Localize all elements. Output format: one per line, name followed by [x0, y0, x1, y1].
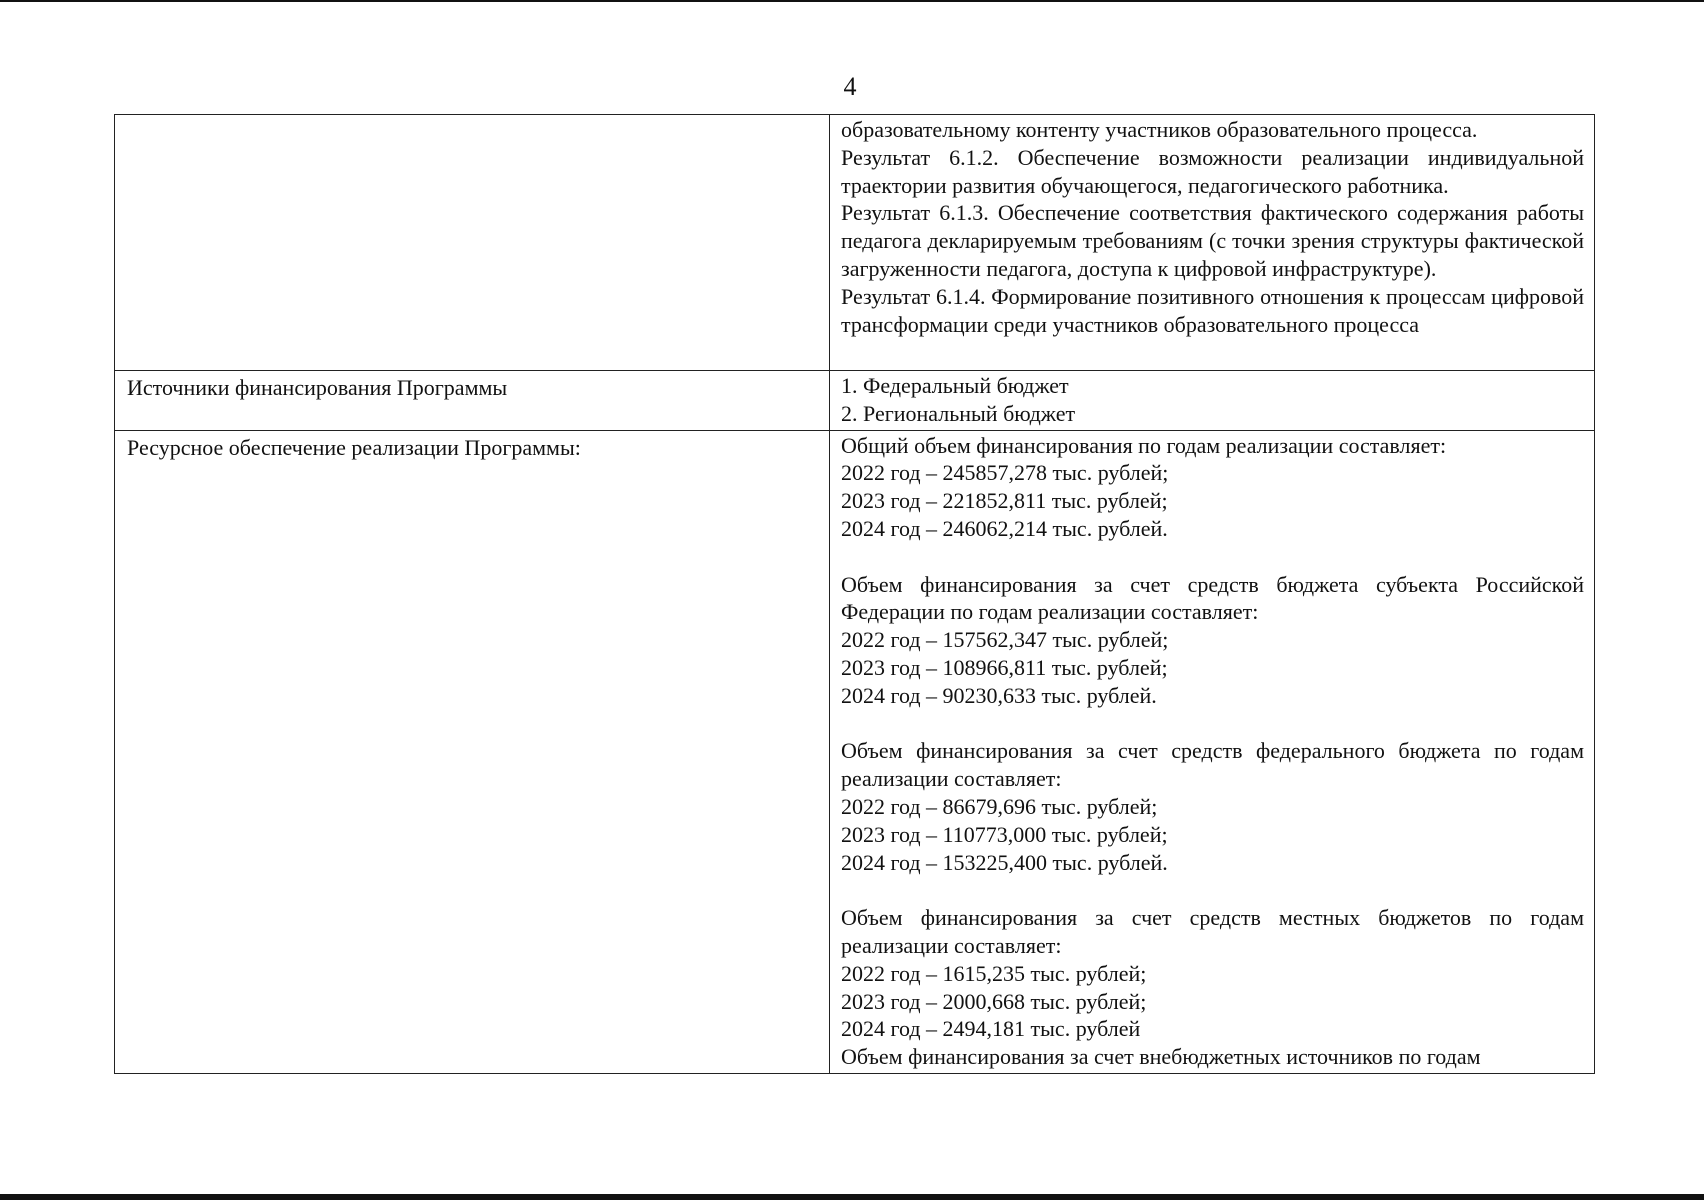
funding-extrabudgetary-line: Объем финансирования за счет внебюджетных источников по годам [841, 1044, 1481, 1070]
funding-year-line: 2022 год – 157562,347 тыс. рублей; [841, 627, 1169, 653]
result-6-1-3: Результат 6.1.3. Обеспечение соответствия фактического содержания работы педагога декларируемым требованиям (с точки зрения структуры фактической загруженности педагога, доступа к цифровой инфраструктуре). [841, 200, 1584, 281]
funding-year-line: 2022 год – 245857,278 тыс. рублей; [841, 460, 1169, 486]
funding-year-line: 2023 год – 221852,811 тыс. рублей; [841, 488, 1168, 514]
table-row-results [115, 115, 1595, 371]
funding-block-intro: Объем финансирования за счет средств бюджета субъекта Российской Федерации по годам реализации составляет: [841, 571, 1584, 625]
funding-source-item: 2. Региональный бюджет [841, 400, 1076, 426]
funding-sources-label: Источники финансирования Программы [127, 375, 508, 400]
funding-year-line: 2024 год – 246062,214 тыс. рублей. [841, 515, 1168, 541]
funding-year-line: 2023 год – 110773,000 тыс. рублей; [841, 821, 1168, 847]
row-label-empty [115, 115, 830, 371]
page-number: 4 [843, 72, 857, 101]
result-6-1-4: Результат 6.1.4. Формирование позитивного отношения к процессам цифровой трансформации среди участников образовательного процесса [841, 283, 1584, 337]
resource-support-cell [830, 430, 1595, 1073]
program-passport-table [114, 114, 1595, 1074]
funding-block-intro: Объем финансирования за счет средств местных бюджетов по годам реализации составляет: [841, 905, 1584, 958]
scan-border-bottom [0, 1194, 1704, 1200]
table-row-resource-support [115, 430, 1595, 1073]
funding-block-intro: Общий объем финансирования по годам реализации составляет: [841, 432, 1447, 458]
funding-block-local [841, 904, 1584, 1043]
funding-sources-label-cell [115, 371, 830, 431]
results-line: образовательному контенту участников образовательного процесса. [841, 117, 1478, 142]
scan-border-top [0, 0, 1704, 2]
funding-block-federal [841, 737, 1584, 876]
resource-support-label: Ресурсное обеспечение реализации Программы: [127, 434, 581, 460]
funding-year-line: 2024 год – 90230,633 тыс. рублей. [841, 682, 1157, 708]
funding-year-line: 2024 год – 2494,181 тыс. рублей [841, 1016, 1141, 1042]
result-6-1-2: Результат 6.1.2. Обеспечение возможности реализации индивидуальной траектории развития обучающегося, педагогического работника. [841, 144, 1584, 198]
funding-year-line: 2024 год – 153225,400 тыс. рублей. [841, 849, 1168, 875]
results-cell [830, 115, 1595, 371]
funding-year-line: 2022 год – 1615,235 тыс. рублей; [841, 960, 1147, 986]
funding-sources-cell [830, 371, 1595, 431]
funding-block-total [841, 432, 1584, 543]
funding-source-item: 1. Федеральный бюджет [841, 373, 1069, 398]
funding-year-line: 2023 год – 108966,811 тыс. рублей; [841, 654, 1168, 680]
table-row-funding-sources [115, 371, 1595, 431]
resource-support-label-cell [115, 430, 830, 1073]
funding-year-line: 2022 год – 86679,696 тыс. рублей; [841, 793, 1158, 819]
funding-block-regional [841, 571, 1584, 710]
funding-block-intro: Объем финансирования за счет средств федерального бюджета по годам реализации составляет: [841, 738, 1584, 792]
funding-year-line: 2023 год – 2000,668 тыс. рублей; [841, 988, 1147, 1014]
